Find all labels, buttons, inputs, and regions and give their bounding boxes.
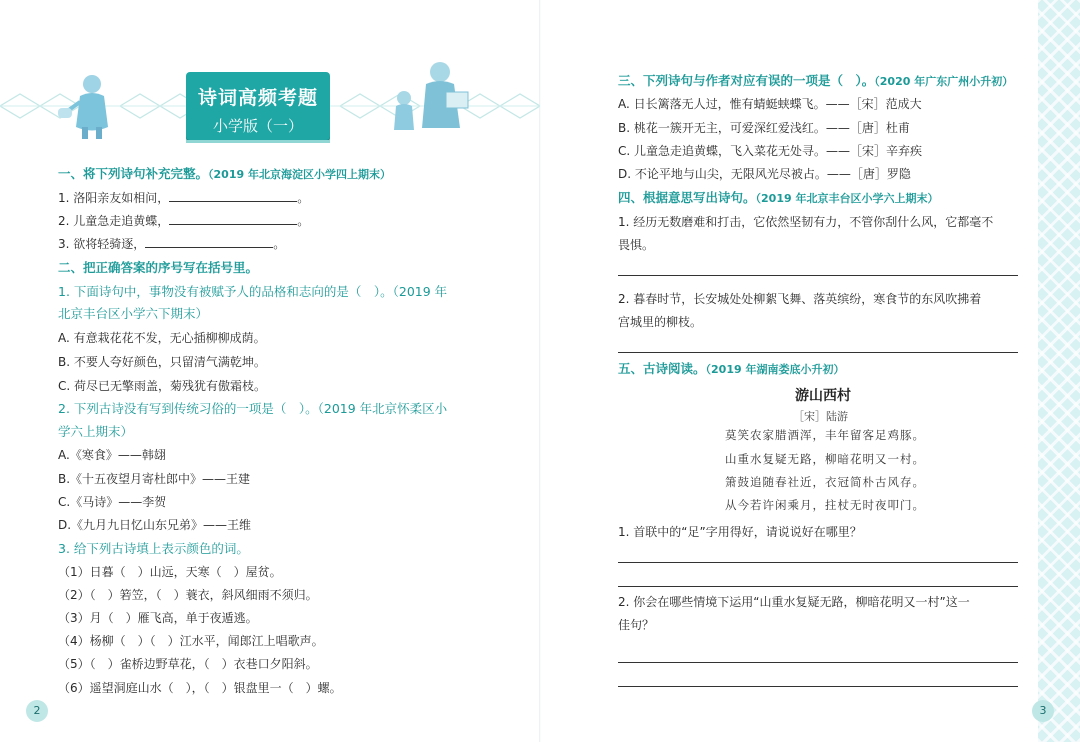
s5-q2-line1: 2. 你会在哪些情境下运用“山重水复疑无路，柳暗花明又一村”这一 bbox=[618, 595, 970, 609]
s2-q1-option-a: A. 有意栽花花不发，无心插柳柳成荫。 bbox=[58, 331, 266, 345]
s5-q1: 1. 首联中的“足”字用得好，请说说好在哪里？ bbox=[618, 525, 862, 539]
title-main: 诗词高频考题 bbox=[197, 87, 318, 109]
s2-q2-line2: 学六上期末） bbox=[58, 424, 134, 439]
s2-q2-option-b: B.《十五夜望月寄杜郎中》——王建 bbox=[58, 472, 251, 486]
s2-q3-item-5: （5）（ ）雀桥边野草花，（ ）衣巷口夕阳斜。 bbox=[58, 657, 318, 671]
s1-heading bbox=[58, 166, 391, 183]
s2-q3-line1: 3. 给下列古诗填上表示颜色的词。 bbox=[58, 541, 249, 556]
s3-option-a: A. 日长篱落无人过，惟有蜻蜓蛱蝶飞。——［宋］范成大 bbox=[618, 97, 922, 111]
s4-source: （2019 年北京丰台区小学六上期末） bbox=[755, 192, 939, 205]
s3-option-c: C. 儿童急走追黄蝶，飞入菜花无处寻。——［宋］辛弃疾 bbox=[618, 144, 923, 158]
poem-line-1: 莫笑农家腊酒浑，丰年留客足鸡豚。 bbox=[725, 428, 925, 442]
s3-heading bbox=[618, 73, 1013, 90]
s3-source: （2020 年广东广州小升初） bbox=[874, 75, 1014, 88]
s2-q2-option-d: D.《九月九日忆山东兄弟》——王维 bbox=[58, 518, 252, 532]
answer-line[interactable] bbox=[618, 662, 1018, 663]
s2-q2-option-c: C.《马诗》——李贺 bbox=[58, 495, 167, 509]
decorative-side-strip bbox=[1038, 0, 1080, 742]
s1-item-1-text: 1. 洛阳亲友如相问， bbox=[58, 191, 170, 205]
section-title-box bbox=[186, 72, 330, 140]
s1-head-text: 一、将下列诗句补充完整。 bbox=[58, 166, 209, 181]
page-number-left: 2 bbox=[26, 700, 48, 722]
s1-item-2 bbox=[58, 213, 309, 229]
s2-q1-line1: 1. 下面诗句中，事物没有被赋予人的品格和志向的是（ ）。（2019 年 bbox=[58, 284, 448, 299]
s4-head-text: 四、根据意思写出诗句。 bbox=[618, 190, 756, 205]
s2-q2-line1: 2. 下列古诗没有写到传统习俗的一项是（ ）。（2019 年北京怀柔区小 bbox=[58, 401, 448, 416]
s2-q3-item-1: （1）日暮（ ）山远，天寒（ ）屋贫。 bbox=[58, 565, 282, 579]
s4-q1-line2: 畏惧。 bbox=[618, 238, 655, 252]
s1-item-2-text: 2. 儿童急走追黄蝶， bbox=[58, 214, 170, 228]
answer-line[interactable] bbox=[618, 562, 1018, 563]
fill-blank[interactable] bbox=[145, 236, 273, 248]
s2-q3-item-3: （3）月（ ）雁飞高，单于夜遁逃。 bbox=[58, 611, 258, 625]
fill-blank[interactable] bbox=[169, 190, 297, 202]
s2-q1-option-b: B. 不要人夸好颜色，只留清气满乾坤。 bbox=[58, 355, 266, 369]
answer-line[interactable] bbox=[618, 686, 1018, 687]
s1-item-3-end: 。 bbox=[273, 237, 286, 251]
poem-line-4: 从今若许闲乘月，拄杖无时夜叩门。 bbox=[725, 498, 925, 512]
scholar-figure-icon bbox=[386, 58, 476, 138]
s1-item-1-end: 。 bbox=[297, 191, 310, 205]
answer-line[interactable] bbox=[618, 352, 1018, 353]
s4-q2-line1: 2. 暮春时节，长安城处处柳絮飞舞、落英缤纷，寒食节的东风吹拂着 bbox=[618, 292, 982, 306]
answer-line[interactable] bbox=[618, 586, 1018, 587]
s2-q3-item-4: （4）杨柳（ ）（ ）江水平，闻郎江上唱歌声。 bbox=[58, 634, 324, 648]
s2-q1-option-c: C. 荷尽已无擎雨盖，菊残犹有傲霜枝。 bbox=[58, 379, 267, 393]
s1-item-2-end: 。 bbox=[297, 214, 310, 228]
s1-item-3 bbox=[58, 236, 285, 252]
s4-q1-line1: 1. 经历无数磨难和打击，它依然坚韧有力，不管你刮什么风，它都毫不 bbox=[618, 215, 994, 229]
title-sub: 小学版（一） bbox=[212, 117, 303, 135]
s2-q1-line2: 北京丰台区小学六下期末） bbox=[58, 306, 209, 321]
page-number-right: 3 bbox=[1032, 700, 1054, 722]
poem-line-2: 山重水复疑无路，柳暗花明又一村。 bbox=[725, 452, 925, 466]
poem-line-3: 箫鼓追随春社近，衣冠简朴古风存。 bbox=[725, 475, 925, 489]
s3-head-text: 三、下列诗句与作者对应有误的一项是（ ）。 bbox=[618, 73, 875, 88]
s2-q3-item-2: （2）（ ）箬笠，（ ）蓑衣，斜风细雨不须归。 bbox=[58, 588, 318, 602]
s1-item-3-text: 3. 欲将轻骑逐， bbox=[58, 237, 146, 251]
fill-blank[interactable] bbox=[169, 213, 297, 225]
s5-heading bbox=[618, 361, 844, 378]
s4-heading bbox=[618, 190, 938, 207]
title-underline bbox=[186, 140, 330, 143]
s4-q2-line2: 宫城里的柳枝。 bbox=[618, 315, 703, 329]
s1-source: （2019 年北京海淀区小学四上期末） bbox=[208, 168, 391, 181]
s5-q2-line2: 佳句？ bbox=[618, 618, 655, 632]
answer-line[interactable] bbox=[618, 275, 1018, 276]
child-figure-icon bbox=[58, 72, 118, 142]
s5-source: （2019 年湖南娄底小升初） bbox=[705, 363, 845, 376]
poem-author: ［宋］陆游 bbox=[793, 410, 848, 423]
s2-q2-option-a: A.《寒食》——韩翃 bbox=[58, 448, 166, 462]
poem-title: 游山西村 bbox=[795, 388, 851, 404]
s3-option-b: B. 桃花一簇开无主，可爱深红爱浅红。——［唐］杜甫 bbox=[618, 121, 910, 135]
s2-q3-item-6: （6）遥望洞庭山水（ ），（ ）银盘里一（ ）螺。 bbox=[58, 681, 342, 695]
s3-option-d: D. 不论平地与山尖，无限风光尽被占。——［唐］罗隐 bbox=[618, 167, 911, 181]
s2-heading: 二、把正确答案的序号写在括号里。 bbox=[58, 260, 259, 275]
s1-item-1 bbox=[58, 190, 309, 206]
s5-head-text: 五、古诗阅读。 bbox=[618, 361, 706, 376]
